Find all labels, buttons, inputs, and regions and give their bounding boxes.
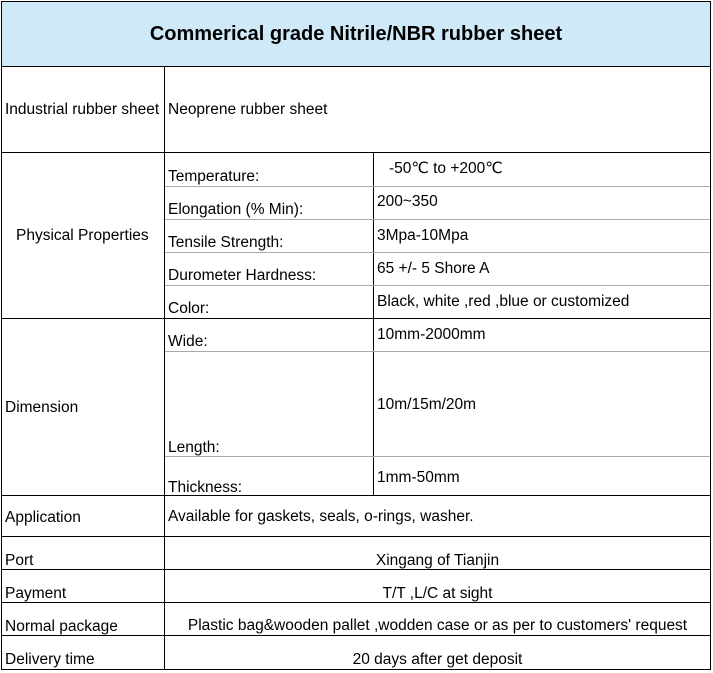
property-value: Black, white ,red ,blue or customized (377, 293, 630, 310)
row-label-physical: Physical Properties (16, 227, 149, 244)
property-name: Durometer Hardness: (168, 267, 317, 284)
row-divider-minor (165, 252, 710, 253)
property-value: 200~350 (377, 193, 438, 210)
row-divider (1, 536, 711, 537)
row-divider-minor (165, 219, 710, 220)
row-label-dimension: Dimension (5, 399, 79, 416)
row-value-package: Plastic bag&wooden pallet ,wodden case or as per to customers' request (187, 617, 688, 634)
property-name: Elongation (% Min): (168, 201, 304, 218)
dimension-value: 10mm-2000mm (377, 326, 486, 343)
row-divider-minor (165, 285, 710, 286)
row-label-delivery: Delivery time (5, 651, 95, 668)
row-label-port: Port (5, 552, 34, 569)
row-label-industrial: Industrial rubber sheet (5, 101, 160, 118)
row-value-industrial: Neoprene rubber sheet (168, 101, 328, 118)
table-title: Commerical grade Nitrile/NBR rubber sheet (1, 1, 711, 67)
property-value: -50℃ to +200℃ (389, 160, 503, 177)
row-value-port: Xingang of Tianjin (375, 552, 500, 569)
row-divider (1, 318, 711, 319)
table-border-right (710, 67, 711, 670)
property-value: 65 +/- 5 Shore A (377, 260, 490, 277)
row-divider (1, 495, 711, 496)
row-value-application: Available for gaskets, seals, o-rings, washer. (168, 508, 474, 525)
property-value: 3Mpa-10Mpa (377, 227, 469, 244)
dimension-value: 10m/15m/20m (377, 396, 477, 413)
row-divider-minor (165, 456, 710, 457)
dimension-name: Wide: (168, 333, 208, 350)
row-label-package: Normal package (5, 618, 118, 635)
row-value-delivery: 20 days after get deposit (352, 651, 523, 668)
row-value-payment: T/T ,L/C at sight (382, 585, 493, 602)
row-divider (1, 152, 711, 153)
dimension-value: 1mm-50mm (377, 469, 460, 486)
dimension-name: Length: (168, 439, 220, 456)
property-name: Temperature: (168, 168, 260, 185)
dimension-name: Thickness: (168, 479, 243, 496)
row-label-application: Application (5, 509, 81, 526)
property-name: Tensile Strength: (168, 234, 284, 251)
row-divider-minor (165, 186, 710, 187)
row-divider-minor (165, 351, 710, 352)
table-border-bottom (1, 669, 711, 670)
row-label-payment: Payment (5, 585, 67, 602)
column-divider-values (373, 153, 374, 495)
table-border-left (1, 67, 2, 670)
column-divider (164, 67, 165, 670)
property-name: Color: (168, 300, 210, 317)
